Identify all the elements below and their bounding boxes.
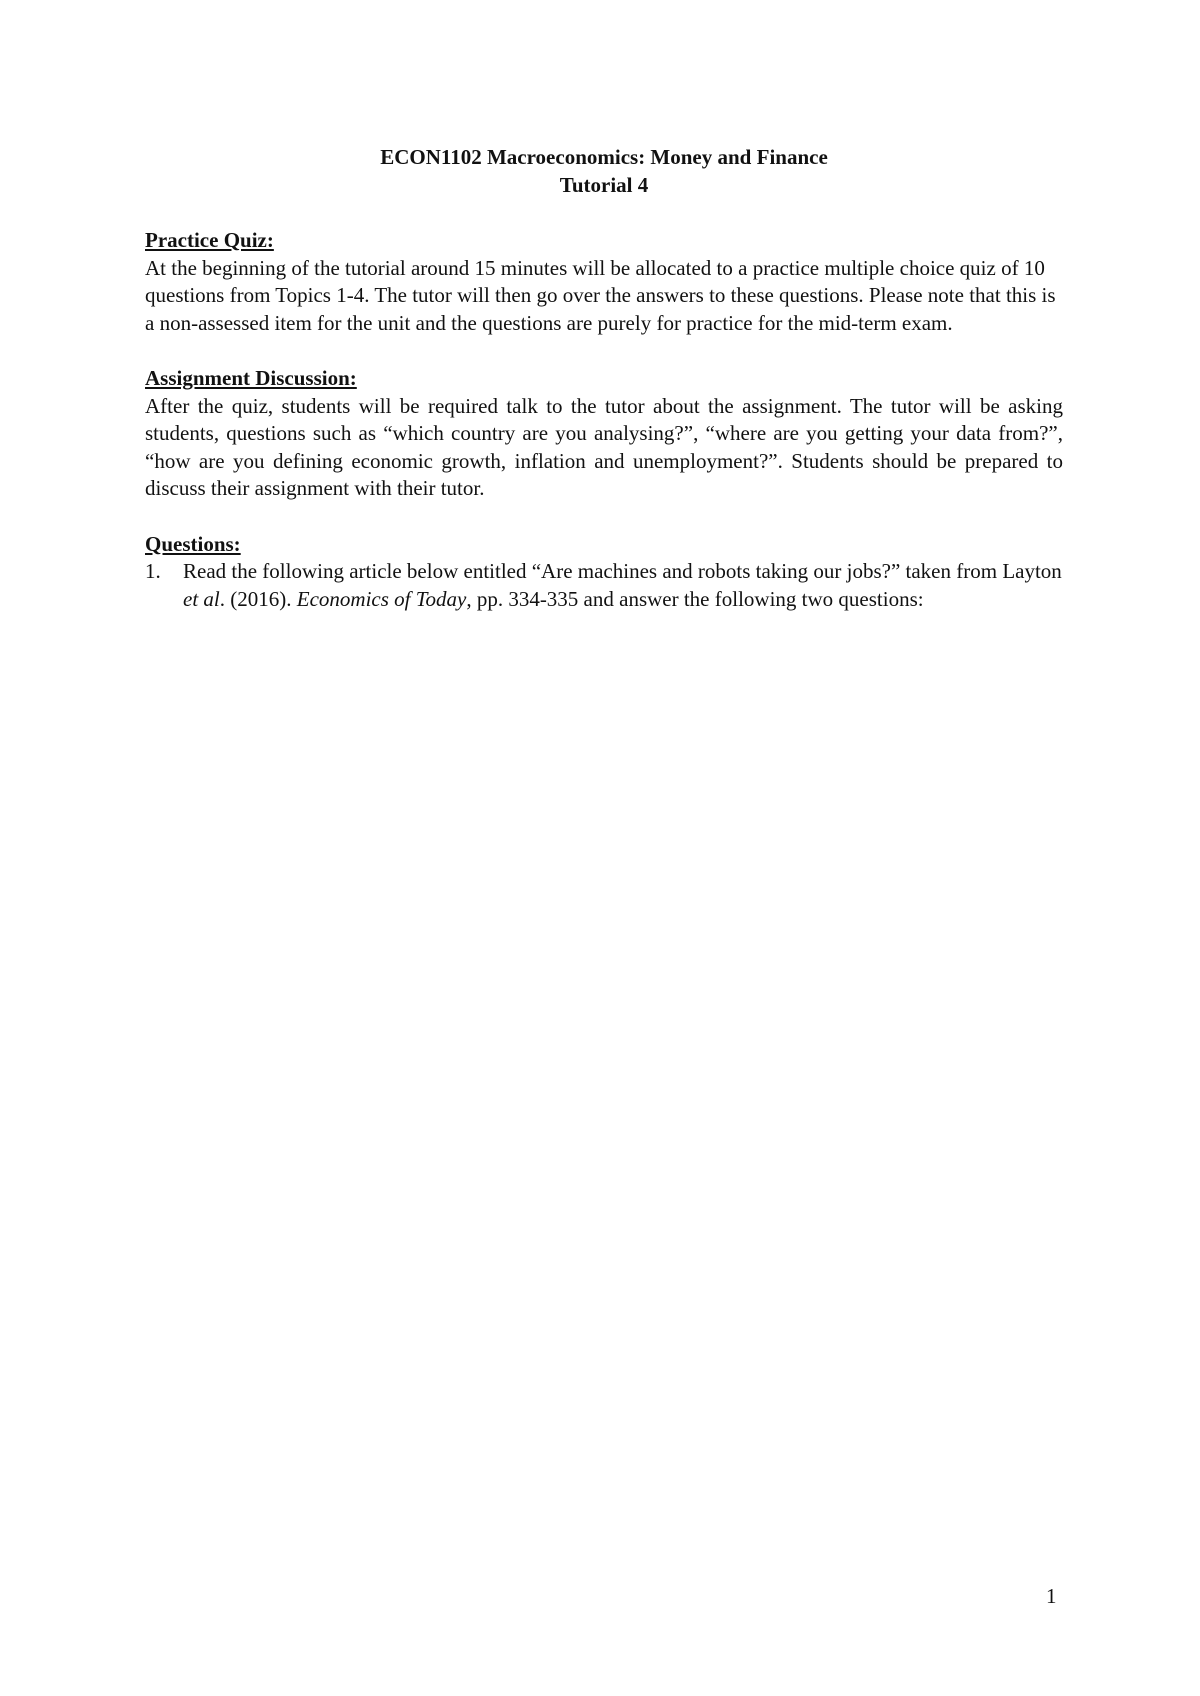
question-text-end: , pp. 334-335 and answer the following two questions: (466, 586, 924, 611)
question-number: 1. (145, 559, 161, 583)
question-item (145, 558, 1063, 613)
questions-heading: Questions: (145, 531, 241, 556)
assignment-discussion-section (145, 365, 1063, 503)
question-text-start: Read the following article below entitled “Are machines and robots taking our jobs?” taken from Layton (183, 559, 1062, 583)
practice-quiz-body: At the beginning of the tutorial around 15 minutes will be allocated to a practice multiple choice quiz of 10 questions from Topics 1-4. The tutor will then go over the answers to these questions. Please note that this is a non-assessed item for the unit and the questions are purely for practice for the mid-term exam. (145, 255, 1056, 335)
assignment-discussion-heading: Assignment Discussion: (145, 366, 357, 390)
course-title: ECON1102 Macroeconomics: Money and Finance (380, 145, 828, 169)
page-number: 1 (1046, 1584, 1057, 1608)
questions-section (145, 531, 1063, 614)
questions-list (145, 558, 1063, 613)
practice-quiz-heading: Practice Quiz: (145, 228, 274, 252)
tutorial-title: Tutorial 4 (559, 173, 649, 197)
title-block (145, 143, 1063, 199)
question-text-mid: . (2016). (219, 586, 297, 611)
page-content (145, 143, 1063, 613)
question-et-al: et al (183, 586, 220, 611)
practice-quiz-section (145, 227, 1063, 337)
question-book-title: Economics of Today (296, 586, 467, 611)
question-text (183, 559, 1062, 611)
assignment-discussion-body: After the quiz, students will be required talk to the tutor about the assignment. The tutor will be asking students, questions such as “which country are you analysing?”, “where are you getting your data from?”, “how are you defining economic growth, inflation and unemployment?”. Students should be prepared to discuss their assignment with their tutor. (145, 393, 1063, 500)
